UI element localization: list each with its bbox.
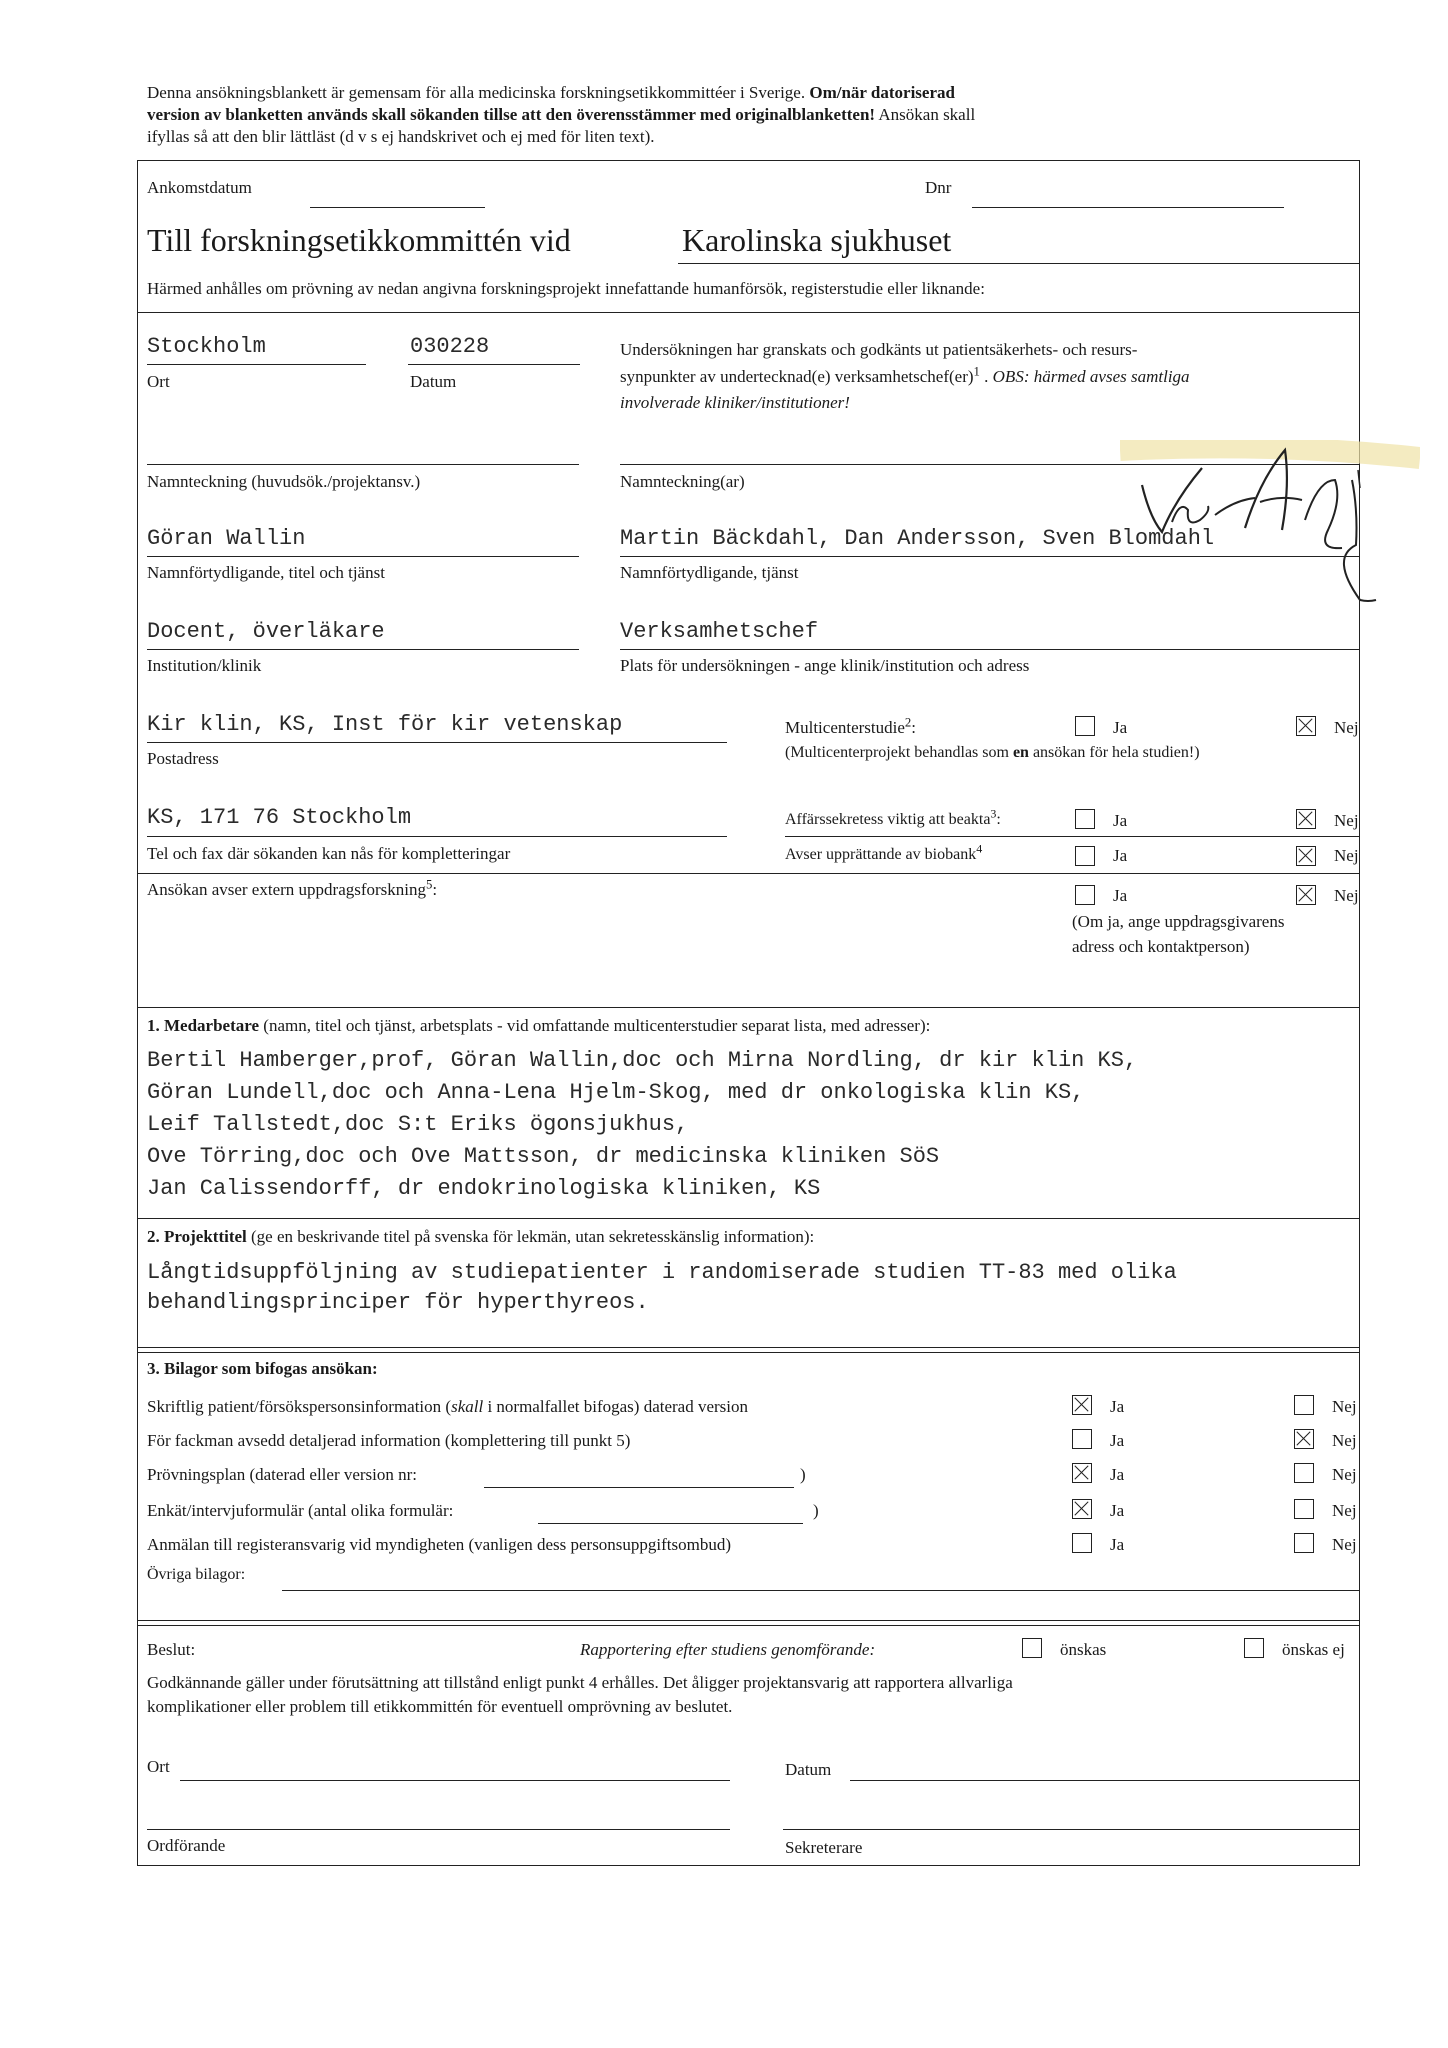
- biobank-label: Avser upprättande av biobank$^4$: [785, 841, 983, 863]
- dnr-label: Dnr: [925, 178, 952, 197]
- intro-line-3: ifyllas så att den blir lättläst (d v s ej handskrivet och ej med för liten text).: [147, 127, 655, 146]
- chiefs-name-underline: [620, 556, 1360, 557]
- sekretess-nej-label: Nej: [1334, 811, 1359, 830]
- bilaga-nej-label: Nej: [1332, 1397, 1357, 1416]
- signature-line-left[interactable]: [147, 464, 579, 465]
- intro-line-2: version av blanketten används skall sökanden tillse att den överensstämmer med originalblanketten! Ansökan skall: [147, 105, 976, 124]
- bilaga-registeransvarig-ja-checkbox[interactable]: [1072, 1533, 1092, 1553]
- bilaga-patientinfo-nej-checkbox[interactable]: [1294, 1395, 1314, 1415]
- bilaga-nej-label: Nej: [1332, 1431, 1357, 1450]
- bilaga-enkat-nej-checkbox[interactable]: [1294, 1499, 1314, 1519]
- biobank-nej-label: Nej: [1334, 846, 1359, 865]
- signature-label-right: Namnteckning(ar): [620, 472, 745, 491]
- chiefs-name-value[interactable]: Martin Bäckdahl, Dan Andersson, Sven Blomdahl: [620, 526, 1215, 551]
- request-subtitle: Härmed anhålles om prövning av nedan angivna forskningsprojekt innefattande humanförsök, registerstudie eller liknande:: [147, 279, 985, 298]
- divider: [137, 1625, 1360, 1626]
- divider: [137, 1352, 1360, 1353]
- bilaga-patientinfo-ja-checkbox[interactable]: [1072, 1395, 1092, 1415]
- decision-text-1: Godkännande gäller under förutsättning att tillstånd enligt punkt 4 erhålles. Det åligger projektansvarig att rapportera allvarliga: [147, 1673, 1013, 1692]
- biobank-nej-checkbox[interactable]: [1296, 846, 1316, 866]
- bilaga-nej-label: Nej: [1332, 1501, 1357, 1520]
- bilaga-ja-label: Ja: [1110, 1501, 1125, 1520]
- decision-datum-label: Datum: [785, 1760, 832, 1779]
- sekretess-label: Affärssekretess viktig att beakta$^3$:: [785, 806, 1001, 828]
- sekretess-ja-label: Ja: [1113, 811, 1128, 830]
- ankomstdatum-label: Ankomstdatum: [147, 178, 252, 197]
- bilaga-fackman-nej-checkbox[interactable]: [1294, 1429, 1314, 1449]
- postadress-value[interactable]: KS, 171 76 Stockholm: [147, 805, 412, 830]
- extern-note-1: (Om ja, ange uppdragsgivarens: [1072, 912, 1285, 931]
- provningsplan-version-field[interactable]: [484, 1487, 794, 1488]
- enkat-count-field[interactable]: [538, 1523, 803, 1524]
- multicenter-label: Multicenterstudie$^2$:: [785, 715, 917, 737]
- applicant-name-underline: [147, 556, 579, 557]
- divider: [137, 1620, 1360, 1621]
- postadress-underline: [147, 836, 727, 837]
- committee-title: Till forskningsetikkommittén vid: [147, 222, 571, 258]
- project-title-value[interactable]: [147, 1258, 1177, 1318]
- bilaga-provningsplan-nej-checkbox[interactable]: [1294, 1463, 1314, 1483]
- form-frame: [137, 160, 1360, 1866]
- divider: [137, 1347, 1360, 1348]
- divider: [137, 312, 1360, 313]
- section1-heading: 1. Medarbetare (namn, titel och tjänst, arbetsplats - vid omfattande multicenterstudier separat lista, med adresser):: [147, 1016, 931, 1035]
- bilaga-nej-label: Nej: [1332, 1535, 1357, 1554]
- institution-underline: [678, 263, 1360, 264]
- extern-ja-checkbox[interactable]: [1075, 885, 1095, 905]
- bilaga-ja-label: Ja: [1110, 1397, 1125, 1416]
- decision-text-2: komplikationer eller problem till etikkommittén för eventuell omprövning av beslutet.: [147, 1697, 733, 1716]
- review-text-1: Undersökningen har granskats och godkänts ut patientsäkerhets- och resurs-: [620, 340, 1138, 359]
- ort-value[interactable]: Stockholm: [147, 334, 266, 359]
- collaborator-line: Bertil Hamberger,prof, Göran Wallin,doc och Mirna Nordling, dr kir klin KS,: [147, 1048, 1138, 1073]
- section3-heading: 3. Bilagor som bifogas ansökan:: [147, 1359, 378, 1378]
- sekretess-ja-checkbox[interactable]: [1075, 809, 1095, 829]
- decision-datum-field[interactable]: [850, 1780, 1360, 1781]
- ordforande-signature-line[interactable]: [147, 1829, 730, 1830]
- ordforande-label: Ordförande: [147, 1836, 226, 1855]
- multicenter-ja-label: Ja: [1113, 718, 1128, 737]
- bilaga-registeransvarig-label: Anmälan till registeransvarig vid myndigheten (vanligen dess personsuppgiftsombud): [147, 1535, 732, 1554]
- chiefs-name-label: Namnförtydligande, tjänst: [620, 563, 799, 582]
- applicant-name-label: Namnförtydligande, titel och tjänst: [147, 563, 385, 582]
- onskas-ej-label: önskas ej: [1282, 1640, 1345, 1659]
- project-title-line: behandlingsprinciper för hyperthyreos.: [147, 1290, 649, 1315]
- rapportering-onskas-checkbox[interactable]: [1022, 1638, 1042, 1658]
- collaborator-line: Leif Tallstedt,doc S:t Eriks ögonsjukhus,: [147, 1112, 689, 1137]
- ovriga-bilagor-field[interactable]: [282, 1590, 1360, 1591]
- tel-label: Tel och fax där sökanden kan nås för kompletteringar: [147, 844, 511, 863]
- extern-note-2: adress och kontaktperson): [1072, 937, 1250, 956]
- sekretess-underline: [785, 836, 1360, 837]
- bilaga-ja-label: Ja: [1110, 1535, 1125, 1554]
- bilaga-ja-label: Ja: [1110, 1465, 1125, 1484]
- postadress-label: Postadress: [147, 749, 219, 768]
- institution-underline-field: [147, 742, 727, 743]
- biobank-ja-checkbox[interactable]: [1075, 846, 1095, 866]
- divider: [137, 1007, 1360, 1008]
- bilaga-fackman-ja-checkbox[interactable]: [1072, 1429, 1092, 1449]
- onskas-label: önskas: [1060, 1640, 1107, 1659]
- extern-nej-label: Nej: [1334, 886, 1359, 905]
- datum-underline: [408, 364, 580, 365]
- rapportering-onskas-ej-checkbox[interactable]: [1244, 1638, 1264, 1658]
- intro-line-1: Denna ansökningsblankett är gemensam för alla medicinska forskningsetikkommittéer i Sverige. Om/när datoriserad: [147, 83, 955, 102]
- ort-label: Ort: [147, 372, 170, 391]
- applicant-title-value[interactable]: Docent, överläkare: [147, 619, 385, 644]
- collaborator-line: Jan Calissendorff, dr endokrinologiska kliniken, KS: [147, 1176, 821, 1201]
- collaborator-line: Göran Lundell,doc och Anna-Lena Hjelm-Skog, med dr onkologiska klin KS,: [147, 1080, 1085, 1105]
- divider: [137, 873, 1360, 874]
- bilaga-patientinfo-label: Skriftlig patient/försökspersonsinformation (skall i normalfallet bifogas) daterad version: [147, 1397, 749, 1416]
- sekreterare-signature-line[interactable]: [783, 1829, 1360, 1830]
- multicenter-note: (Multicenterprojekt behandlas som en ansökan för hela studien!): [785, 744, 1200, 761]
- sekreterare-label: Sekreterare: [785, 1838, 863, 1857]
- sekretess-nej-checkbox[interactable]: [1296, 809, 1316, 829]
- project-title-line: Långtidsuppföljning av studiepatienter i randomiserade studien TT-83 med olika: [147, 1260, 1177, 1285]
- signature-label-left: Namnteckning (huvudsök./projektansv.): [147, 472, 421, 491]
- paren-close: ): [813, 1501, 819, 1520]
- extern-ja-label: Ja: [1113, 886, 1128, 905]
- multicenter-ja-checkbox[interactable]: [1075, 716, 1095, 736]
- decision-ort-field[interactable]: [180, 1780, 730, 1781]
- place-label: Plats för undersökningen - ange klinik/institution och adress: [620, 656, 1030, 675]
- ort-underline: [147, 364, 366, 365]
- extern-label: Ansökan avser extern uppdragsforskning$^5$:: [147, 877, 438, 899]
- bilaga-provningsplan-ja-checkbox[interactable]: [1072, 1463, 1092, 1483]
- bilaga-registeransvarig-nej-checkbox[interactable]: [1294, 1533, 1314, 1553]
- bilaga-enkat-label: Enkät/intervjuformulär (antal olika formulär:: [147, 1501, 454, 1520]
- beslut-label: Beslut:: [147, 1640, 196, 1659]
- bilaga-enkat-ja-checkbox[interactable]: [1072, 1499, 1092, 1519]
- extern-nej-checkbox[interactable]: [1296, 885, 1316, 905]
- review-text-3: involverade kliniker/institutioner!: [620, 393, 850, 412]
- institution-value[interactable]: Kir klin, KS, Inst för kir vetenskap: [147, 712, 623, 737]
- institution-label: Institution/klinik: [147, 656, 262, 675]
- bilaga-nej-label: Nej: [1332, 1465, 1357, 1484]
- chief-title-underline: [620, 649, 1360, 650]
- datum-value[interactable]: 030228: [410, 334, 490, 359]
- datum-label: Datum: [410, 372, 457, 391]
- ankomstdatum-field[interactable]: [310, 207, 485, 208]
- bilaga-provningsplan-label: Prövningsplan (daterad eller version nr:: [147, 1465, 418, 1484]
- divider: [137, 1218, 1360, 1219]
- paren-close: ): [800, 1465, 806, 1484]
- section1-collaborators[interactable]: [147, 1045, 1137, 1205]
- multicenter-nej-checkbox[interactable]: [1296, 716, 1316, 736]
- decision-ort-label: Ort: [147, 1757, 170, 1776]
- collaborator-line: Ove Törring,doc och Ove Mattsson, dr medicinska kliniken SöS: [147, 1144, 940, 1169]
- applicant-title-underline: [147, 649, 579, 650]
- bilaga-ja-label: Ja: [1110, 1431, 1125, 1450]
- review-text-2: synpunkter av undertecknad(e) verksamhetschef(er)$^1$ . OBS: härmed avses samtliga: [620, 364, 1190, 386]
- rapportering-label: Rapportering efter studiens genomförande:: [580, 1640, 876, 1659]
- dnr-field[interactable]: [972, 207, 1284, 208]
- bilaga-ovriga-label: Övriga bilagor:: [147, 1566, 246, 1583]
- multicenter-nej-label: Nej: [1334, 718, 1359, 737]
- biobank-ja-label: Ja: [1113, 846, 1128, 865]
- committee-institution: Karolinska sjukhuset: [682, 222, 952, 258]
- applicant-name-value[interactable]: Göran Wallin: [147, 526, 306, 551]
- handwritten-signature: [1120, 440, 1420, 610]
- section2-heading: 2. Projekttitel (ge en beskrivande titel på svenska för lekmän, utan sekretesskänslig information):: [147, 1227, 815, 1246]
- bilaga-fackman-label: För fackman avsedd detaljerad information (komplettering till punkt 5): [147, 1431, 631, 1450]
- chief-title-value[interactable]: Verksamhetschef: [620, 619, 819, 644]
